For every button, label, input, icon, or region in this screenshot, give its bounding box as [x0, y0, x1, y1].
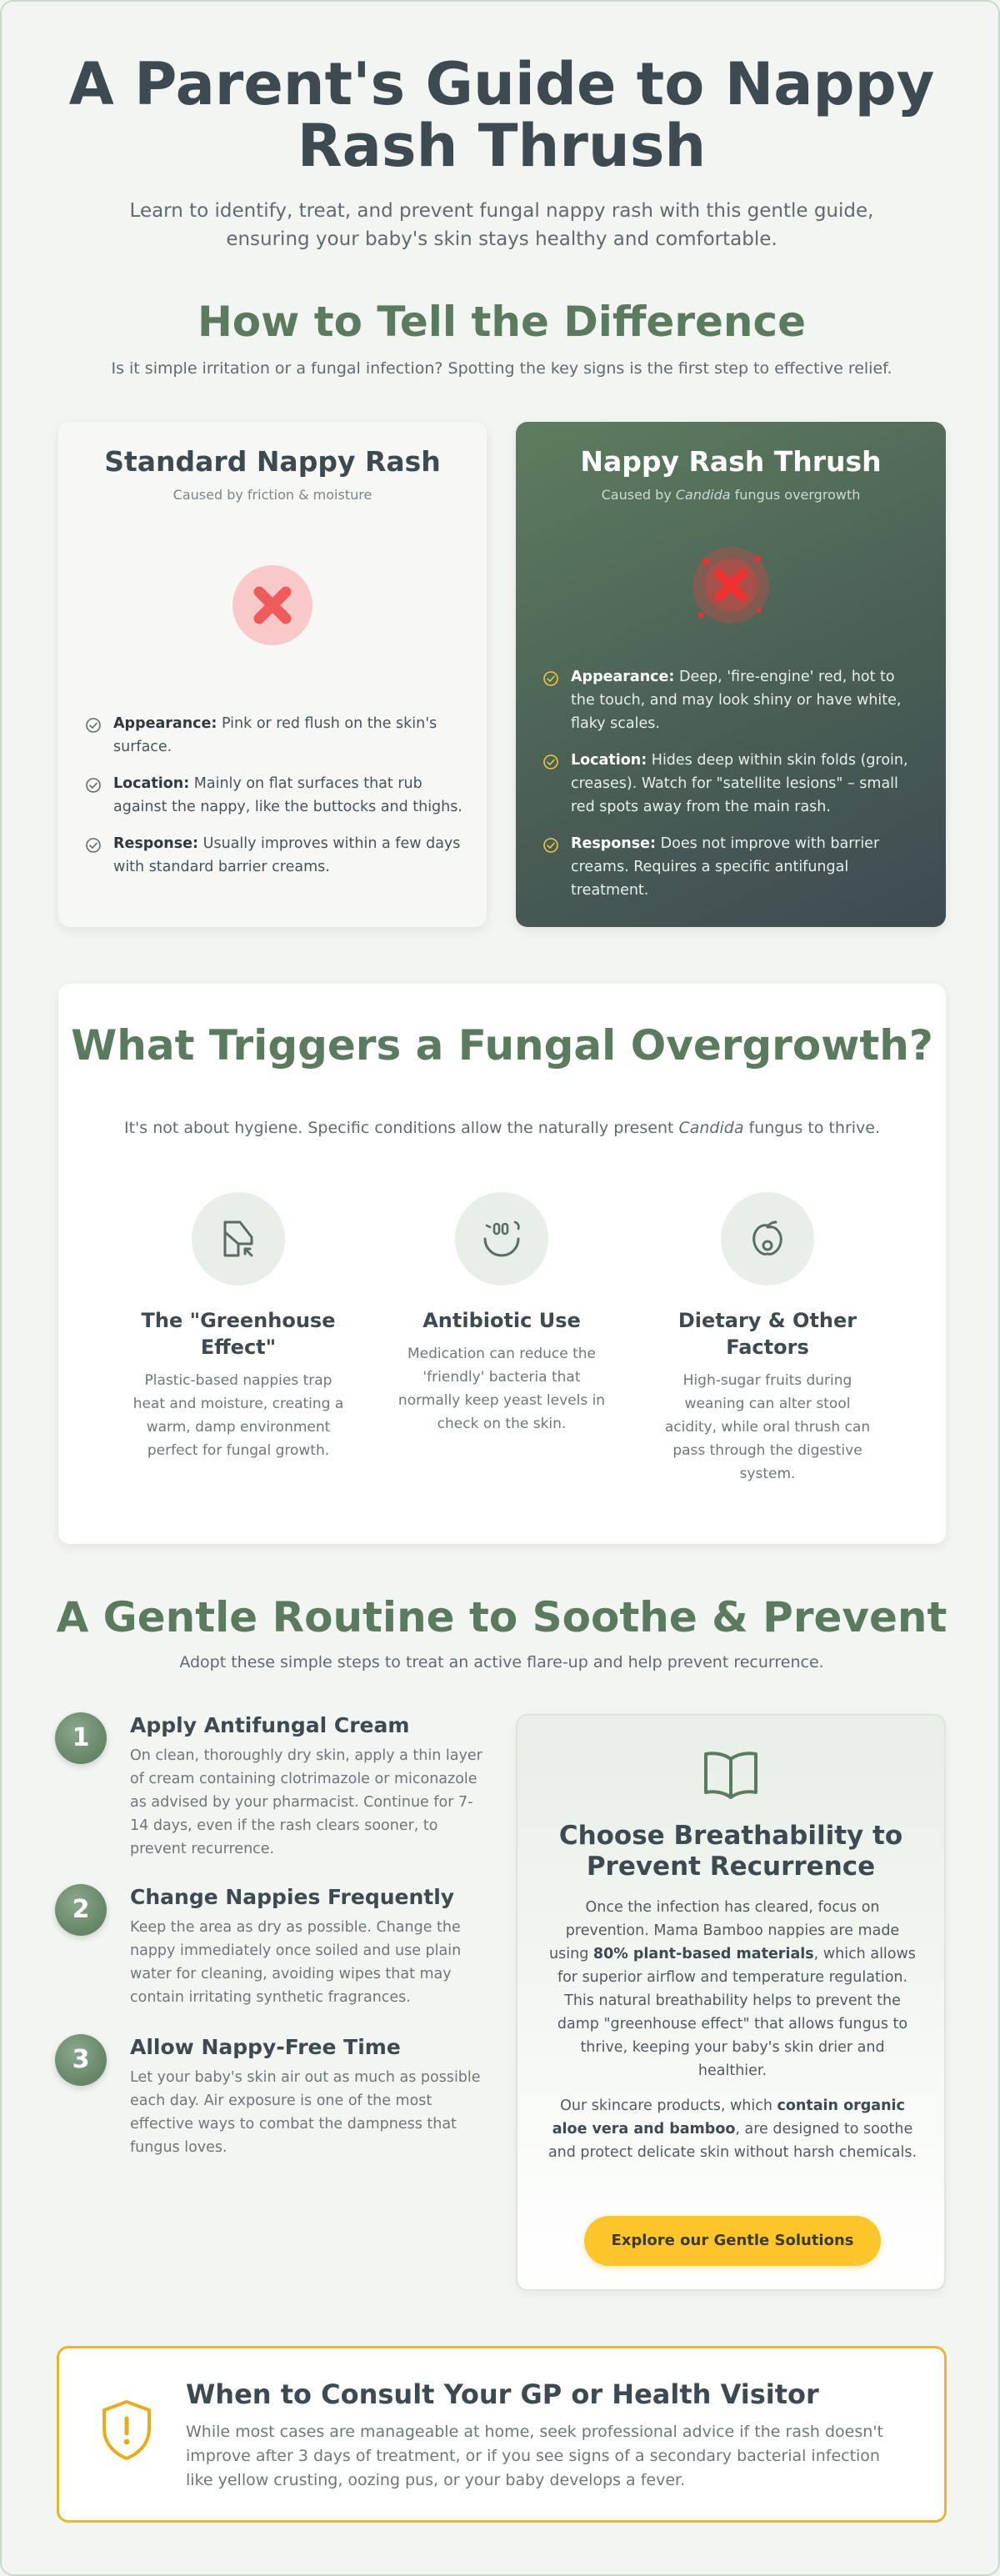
feature-label: Appearance: — [571, 669, 675, 685]
check-circle-icon — [542, 670, 559, 687]
open-book-icon — [701, 1747, 761, 1801]
feature-item — [85, 832, 463, 879]
triggers-subtitle: It's not about hygiene. Specific conditions allow the naturally present Candida fungus to thrive. — [123, 1119, 881, 1137]
step-text: Let your baby's skin air out as much as possible each day. Air exposure is one of the most effective ways to combat the dampness that fungus loves. — [130, 2069, 481, 2156]
fruit-icon — [721, 1192, 814, 1285]
check-circle-icon — [85, 837, 102, 854]
check-circle-icon — [542, 754, 559, 770]
standard-rash-title: Standard Nappy Rash — [104, 445, 441, 478]
pill-face-icon — [455, 1192, 548, 1285]
feature-item — [542, 665, 922, 735]
standard-rash-card — [58, 422, 487, 927]
routine-step — [55, 1884, 488, 2009]
trigger-item — [642, 1192, 892, 1486]
check-circle-icon — [85, 777, 102, 794]
shield-alert-icon — [98, 2397, 156, 2463]
check-circle-icon — [542, 837, 559, 854]
standard-rash-caption: Caused by friction & moisture — [172, 487, 372, 503]
routine-step — [55, 2034, 488, 2159]
thrush-rash-card — [516, 422, 946, 927]
page-subtitle: Learn to identify, treat, and prevent fungal nappy rash with this gentle guide, ensuring your baby's skin stays healthy and comfortable. — [129, 200, 874, 250]
step-text: Keep the area as dry as possible. Change the nappy immediately once soiled and use plain water for cleaning, avoiding wipes that may contain irritating synthetic fragrances. — [130, 1919, 462, 2006]
step-number: 2 — [55, 1884, 107, 1936]
trigger-title: Antibiotic Use — [422, 1309, 581, 1332]
step-number: 1 — [55, 1712, 107, 1764]
thrush-rash-title: Nappy Rash Thrush — [580, 445, 882, 478]
routine-subtitle: Adopt these simple steps to treat an active flare-up and help prevent recurrence. — [179, 1653, 824, 1671]
step-text: On clean, thoroughly dry skin, apply a thin layer of cream containing clotrimazole or miconazole as advised by your pharmacist. Continue for 7-14 days, even if the rash clears sooner, to prevent recurrence. — [130, 1747, 482, 1857]
consult-title: When to Consult Your GP or Health Visitor — [186, 2378, 819, 2410]
feature-item — [542, 749, 922, 819]
feature-label: Appearance: — [113, 715, 218, 732]
check-circle-icon — [85, 717, 102, 734]
feature-label: Response: — [113, 835, 199, 852]
trigger-item — [113, 1192, 363, 1462]
feature-text: Hides deep within skin folds (groin, creases). Watch for "satellite lesions" – small red spots away from the main rash. — [571, 752, 908, 815]
thrush-rash-caption: Caused by Candida fungus overgrowth — [601, 487, 861, 503]
consult-text: While most cases are manageable at home, seek professional advice if the rash doesn't improve after 3 days of treatment, or if you see signs of a secondary bacterial infection like yellow crusting, oozing pus, or your baby develops a fever. — [186, 2423, 883, 2489]
routine-step — [55, 1712, 488, 1861]
feature-label: Location: — [571, 752, 648, 769]
x-mark-icon — [231, 564, 314, 647]
feature-item — [542, 832, 922, 902]
routine-title: A Gentle Routine to Soothe & Prevent — [56, 1593, 948, 1641]
feature-item — [85, 712, 463, 759]
triggers-panel — [58, 984, 946, 1544]
breathability-title: Choose Breathability to Prevent Recurrence — [558, 1821, 903, 1882]
consult-alert — [57, 2346, 947, 2523]
trigger-text: Plastic-based nappies trap heat and moisture, creating a warm, damp environment perfect for fungal growth. — [132, 1372, 344, 1459]
standard-rash-features — [85, 712, 463, 892]
page-title: A Parent's Guide to Nappy Rash Thrush — [68, 50, 935, 180]
step-title: Change Nappies Frequently — [130, 1885, 455, 1909]
feature-text: Pink or red flush on the skin's surface. — [113, 715, 438, 755]
feature-text: Mainly on flat surfaces that rub against the nappy, like the buttocks and thighs. — [113, 775, 462, 815]
step-title: Apply Antifungal Cream — [130, 1713, 410, 1737]
trigger-title: The "Greenhouse Effect" — [141, 1309, 336, 1359]
explore-solutions-button[interactable]: Explore our Gentle Solutions — [584, 2216, 881, 2266]
difference-title: How to Tell the Difference — [197, 298, 807, 346]
trigger-text: High-sugar fruits during weaning can alter stool acidity, while oral thrush can pass through the digestive system. — [664, 1372, 871, 1482]
nappy-icon — [192, 1192, 285, 1285]
x-mark-spots-icon — [689, 544, 772, 627]
feature-text: Does not improve with barrier creams. Requires a specific antifungal treatment. — [571, 835, 880, 899]
thrush-rash-features — [542, 665, 922, 915]
step-number: 3 — [55, 2034, 107, 2086]
breathability-paragraph: Once the infection has cleared, focus on prevention. Mama Bamboo nappies are made using 80% plant-based materials, which allows for superior airflow and temperature regulation. This natural breathability helps to prevent the damp "greenhouse effect" that allows fungus to thrive, keeping your baby's skin drier and healthier. — [549, 1899, 916, 2079]
trigger-item — [377, 1192, 627, 1436]
trigger-title: Dietary & Other Factors — [678, 1309, 858, 1359]
difference-subtitle: Is it simple irritation or a fungal infection? Spotting the key signs is the first step to effective relief. — [111, 359, 892, 378]
feature-item — [85, 772, 463, 819]
feature-label: Location: — [113, 775, 190, 792]
feature-text: Usually improves within a few days with standard barrier creams. — [113, 835, 461, 875]
feature-label: Response: — [571, 835, 657, 852]
trigger-text: Medication can reduce the 'friendly' bacteria that normally keep yeast levels in check on the skin. — [398, 1346, 606, 1432]
skincare-paragraph: Our skincare products, which contain organic aloe vera and bamboo, are designed to soothe and protect delicate skin without harsh chemicals. — [548, 2097, 918, 2161]
triggers-title: What Triggers a Fungal Overgrowth? — [71, 1021, 933, 1070]
feature-text: Deep, 'fire-engine' red, hot to the touch, and may look shiny or have white, flaky scales. — [571, 669, 902, 732]
breathability-card — [516, 1714, 946, 2291]
step-title: Allow Nappy-Free Time — [130, 2035, 401, 2059]
